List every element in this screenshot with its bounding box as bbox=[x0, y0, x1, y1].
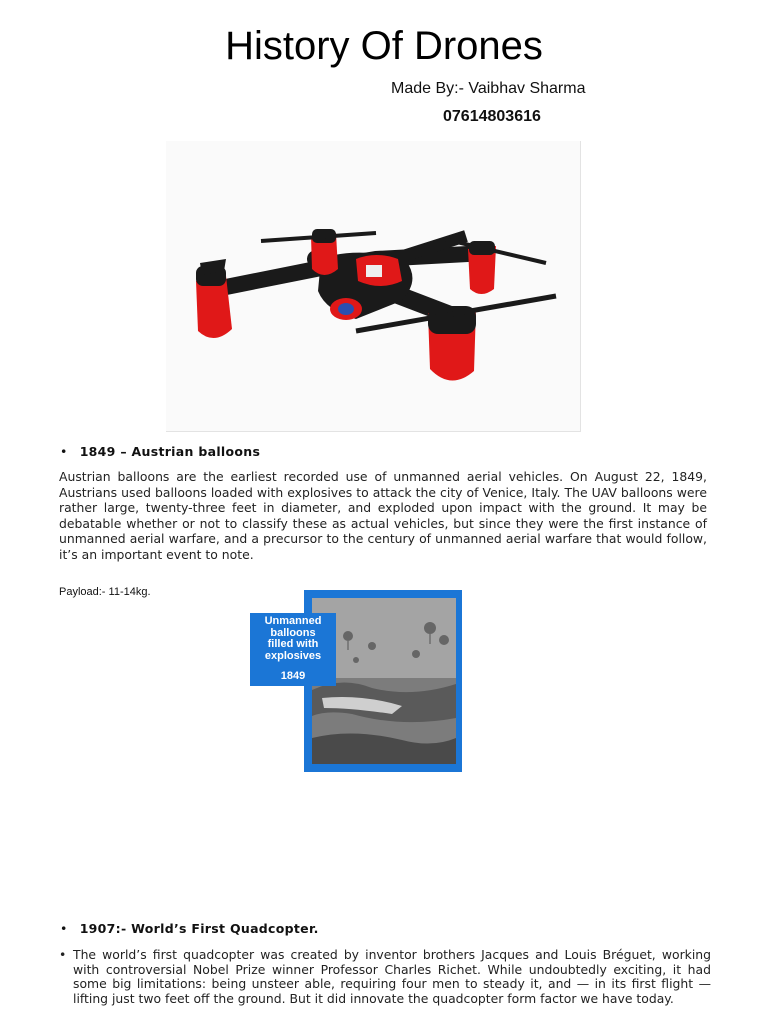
section-heading-1849-text: 1849 – Austrian balloons bbox=[79, 444, 261, 459]
page-title: History Of Drones bbox=[225, 24, 543, 68]
payload-text: Payload:- 11-14kg. bbox=[59, 586, 151, 598]
author-line: Made By:- Vaibhav Sharma bbox=[391, 80, 586, 97]
section-heading-1907-text: 1907:- World’s First Quadcopter. bbox=[79, 921, 319, 936]
phone-number: 07614803616 bbox=[443, 108, 541, 125]
balloon-year: 1849 bbox=[280, 670, 306, 682]
bullet-marker: • bbox=[60, 921, 68, 936]
bullet-marker: • bbox=[59, 947, 67, 962]
balloon-caption: Unmanned balloons filled with explosives bbox=[264, 615, 322, 662]
section-body-1907-text: The world’s first quadcopter was created by inventor brothers Jacques and Louis Bréguet, working with controversial Nobel Prize winner Professor Charles Richet. While undoubtedly exciting, it had some big limitations: being unsteer able, requiring four men to steady it, and — in its first flight — lifting just two feet off the ground. But it did innovate the quadcopter form factor we have today. bbox=[73, 947, 711, 1006]
section-body-1907 bbox=[59, 948, 711, 1006]
section-heading-1907 bbox=[60, 921, 319, 936]
balloon-caption-box bbox=[250, 613, 336, 686]
drone-image bbox=[166, 141, 581, 432]
section-body-1849: Austrian balloons are the earliest recorded use of unmanned aerial vehicles. On August 22, 1849, Austrians used balloons loaded with explosives to attack the city of Venice, Italy. The UAV balloons were rather large, twenty-three feet in diameter, and exploded upon impact with the ground. It may be debatable whether or not to classify these as actual vehicles, but since they were the first instance of unmanned aerial warfare, and a precursor to the century of unmanned aerial warfare that would follow, it’s an important event to note. bbox=[59, 469, 707, 562]
section-heading-1849 bbox=[60, 444, 260, 459]
bullet-marker: • bbox=[60, 444, 68, 459]
